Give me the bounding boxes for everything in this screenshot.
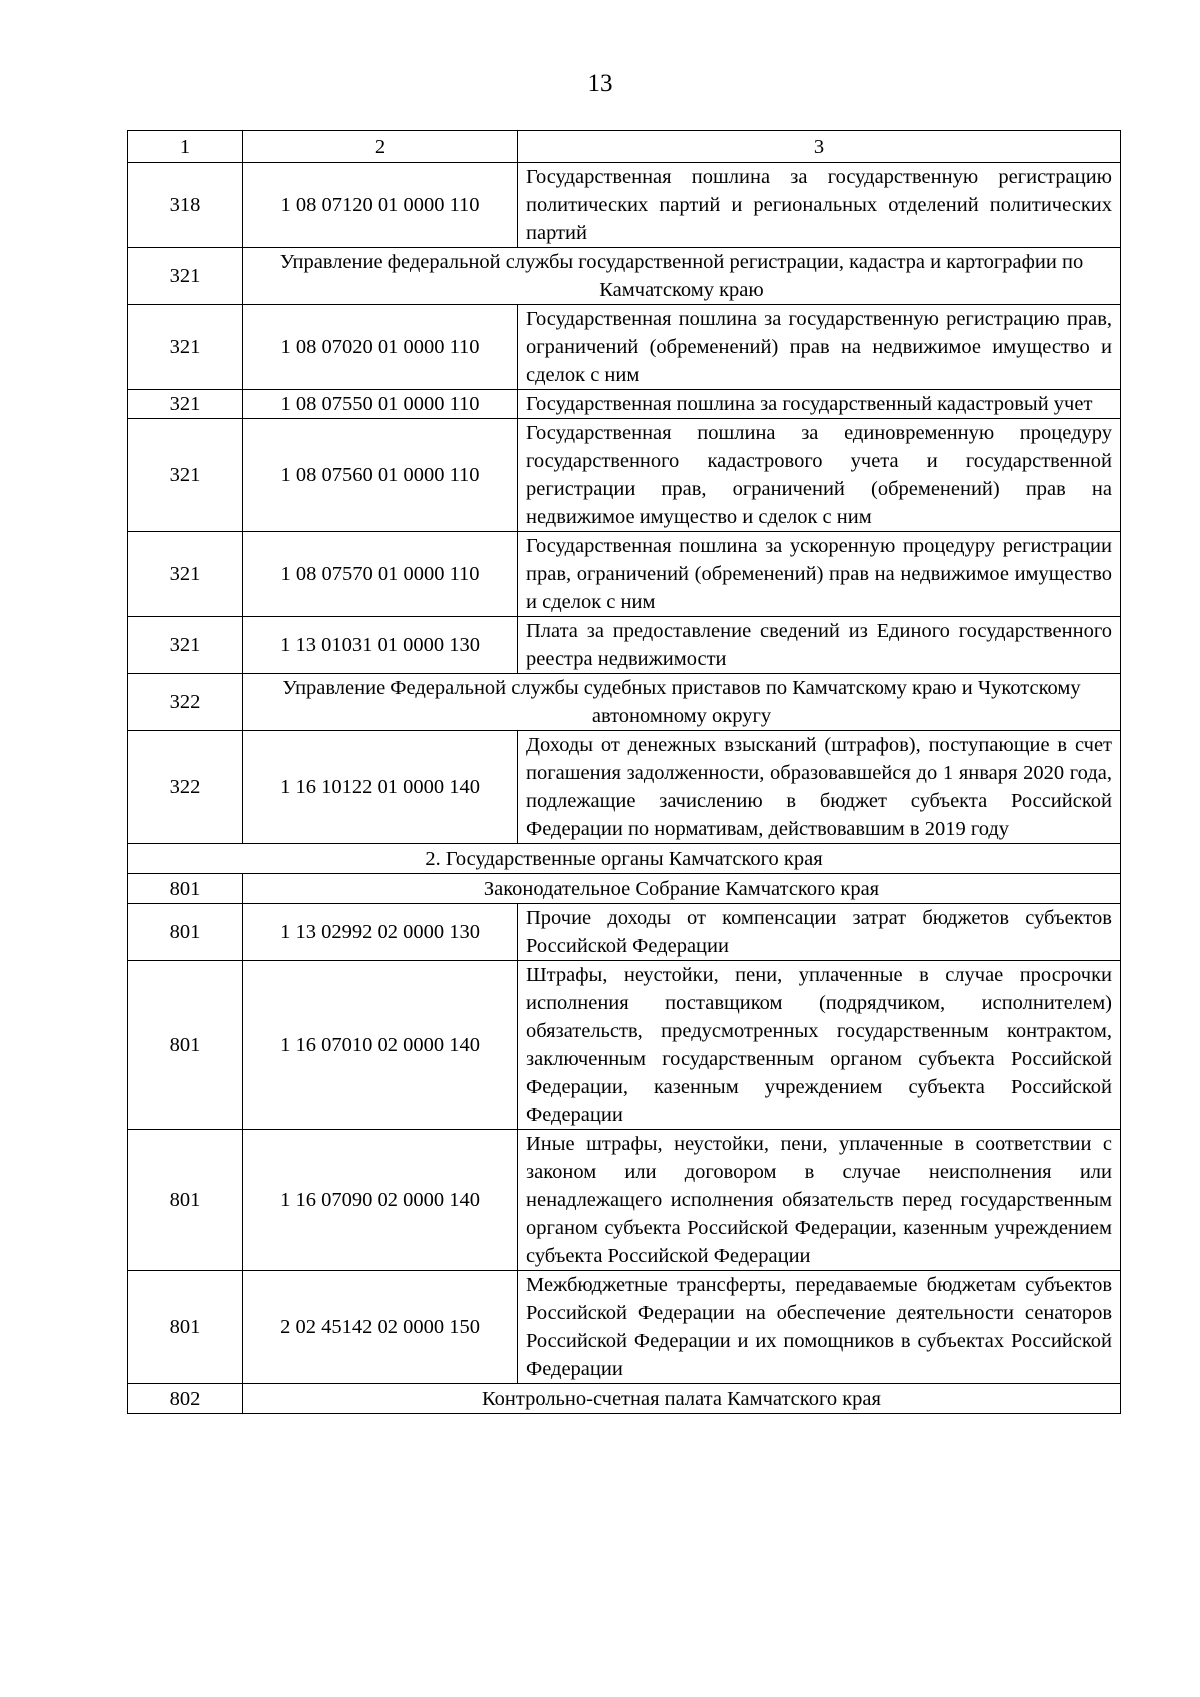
budget-code-cell: 1 08 07560 01 0000 110 xyxy=(243,419,518,532)
agency-row xyxy=(128,874,1121,904)
budget-code-cell: 1 16 07010 02 0000 140 xyxy=(243,961,518,1130)
admin-code-cell: 321 xyxy=(128,248,243,305)
budget-code-cell: 1 08 07020 01 0000 110 xyxy=(243,305,518,390)
budget-code-cell: 1 08 07120 01 0000 110 xyxy=(243,163,518,248)
agency-row xyxy=(128,674,1121,731)
budget-code-cell: 1 08 07570 01 0000 110 xyxy=(243,532,518,617)
table-row xyxy=(128,419,1121,532)
revenue-name-cell: Иные штрафы, неустойки, пени, уплаченные в соответствии с законом или договором в случае неисполнения или ненадлежащего исполнения обязательств перед государственным органом субъекта Российской Федерации, казенным учреждением субъекта Российской Федерации xyxy=(518,1130,1121,1271)
budget-code-cell: 2 02 45142 02 0000 150 xyxy=(243,1271,518,1384)
table-row xyxy=(128,961,1121,1130)
revenue-name-cell: Плата за предоставление сведений из Единого государственного реестра недвижимости xyxy=(518,617,1121,674)
admin-code-cell: 322 xyxy=(128,674,243,731)
admin-code-cell: 801 xyxy=(128,1271,243,1384)
section-row xyxy=(128,844,1121,874)
table-header-row xyxy=(128,131,1121,163)
table-row xyxy=(128,1271,1121,1384)
revenue-name-cell: Государственная пошлина за государственный кадастровый учет xyxy=(518,390,1121,419)
revenue-name-cell: Государственная пошлина за государственную регистрацию прав, ограничений (обременений) прав на недвижимое имущество и сделок с ним xyxy=(518,305,1121,390)
budget-code-cell: 1 13 02992 02 0000 130 xyxy=(243,904,518,961)
admin-code-cell: 321 xyxy=(128,419,243,532)
revenue-classification-table xyxy=(127,130,1121,1414)
agency-row xyxy=(128,248,1121,305)
section-title-cell: 2. Государственные органы Камчатского края xyxy=(128,844,1121,874)
agency-name-cell: Управление Федеральной службы судебных приставов по Камчатскому краю и Чукотскому автономному округу xyxy=(243,674,1121,731)
agency-row xyxy=(128,1384,1121,1414)
table-row xyxy=(128,617,1121,674)
revenue-name-cell: Прочие доходы от компенсации затрат бюджетов субъектов Российской Федерации xyxy=(518,904,1121,961)
table-row xyxy=(128,1130,1121,1271)
table-row xyxy=(128,163,1121,248)
admin-code-cell: 801 xyxy=(128,874,243,904)
header-col-1: 1 xyxy=(128,131,243,163)
revenue-name-cell: Государственная пошлина за государственную регистрацию политических партий и региональных отделений политических партий xyxy=(518,163,1121,248)
agency-name-cell: Контрольно-счетная палата Камчатского края xyxy=(243,1384,1121,1414)
revenue-name-cell: Государственная пошлина за единовременную процедуру государственного кадастрового учета и государственной регистрации прав, ограничений (обременений) прав на недвижимое имущество и сделок с ним xyxy=(518,419,1121,532)
revenue-name-cell: Доходы от денежных взысканий (штрафов), поступающие в счет погашения задолженности, образовавшейся до 1 января 2020 года, подлежащие зачислению в бюджет субъекта Российской Федерации по нормативам, действовавшим в 2019 году xyxy=(518,731,1121,844)
header-col-3: 3 xyxy=(518,131,1121,163)
revenue-name-cell: Государственная пошлина за ускоренную процедуру регистрации прав, ограничений (обременений) прав на недвижимое имущество и сделок с ним xyxy=(518,532,1121,617)
revenue-name-cell: Штрафы, неустойки, пени, уплаченные в случае просрочки исполнения поставщиком (подрядчиком, исполнителем) обязательств, предусмотренных государственным контрактом, заключенным государственным органом субъекта Российской Федерации, казенным учреждением субъекта Российской Федерации xyxy=(518,961,1121,1130)
admin-code-cell: 321 xyxy=(128,390,243,419)
page-number: 13 xyxy=(587,70,613,97)
admin-code-cell: 322 xyxy=(128,731,243,844)
table-row xyxy=(128,731,1121,844)
admin-code-cell: 318 xyxy=(128,163,243,248)
admin-code-cell: 801 xyxy=(128,961,243,1130)
admin-code-cell: 801 xyxy=(128,904,243,961)
admin-code-cell: 802 xyxy=(128,1384,243,1414)
budget-code-cell: 1 16 07090 02 0000 140 xyxy=(243,1130,518,1271)
table-row xyxy=(128,532,1121,617)
admin-code-cell: 321 xyxy=(128,617,243,674)
admin-code-cell: 321 xyxy=(128,305,243,390)
table-row xyxy=(128,390,1121,419)
admin-code-cell: 801 xyxy=(128,1130,243,1271)
table-row xyxy=(128,305,1121,390)
budget-code-cell: 1 16 10122 01 0000 140 xyxy=(243,731,518,844)
agency-name-cell: Управление федеральной службы государственной регистрации, кадастра и картографии по Камчатскому краю xyxy=(243,248,1121,305)
header-col-2: 2 xyxy=(243,131,518,163)
admin-code-cell: 321 xyxy=(128,532,243,617)
agency-name-cell: Законодательное Собрание Камчатского края xyxy=(243,874,1121,904)
budget-code-cell: 1 13 01031 01 0000 130 xyxy=(243,617,518,674)
revenue-name-cell: Межбюджетные трансферты, передаваемые бюджетам субъектов Российской Федерации на обеспечение деятельности сенаторов Российской Федерации и их помощников в субъектах Российской Федерации xyxy=(518,1271,1121,1384)
budget-code-cell: 1 08 07550 01 0000 110 xyxy=(243,390,518,419)
table-row xyxy=(128,904,1121,961)
